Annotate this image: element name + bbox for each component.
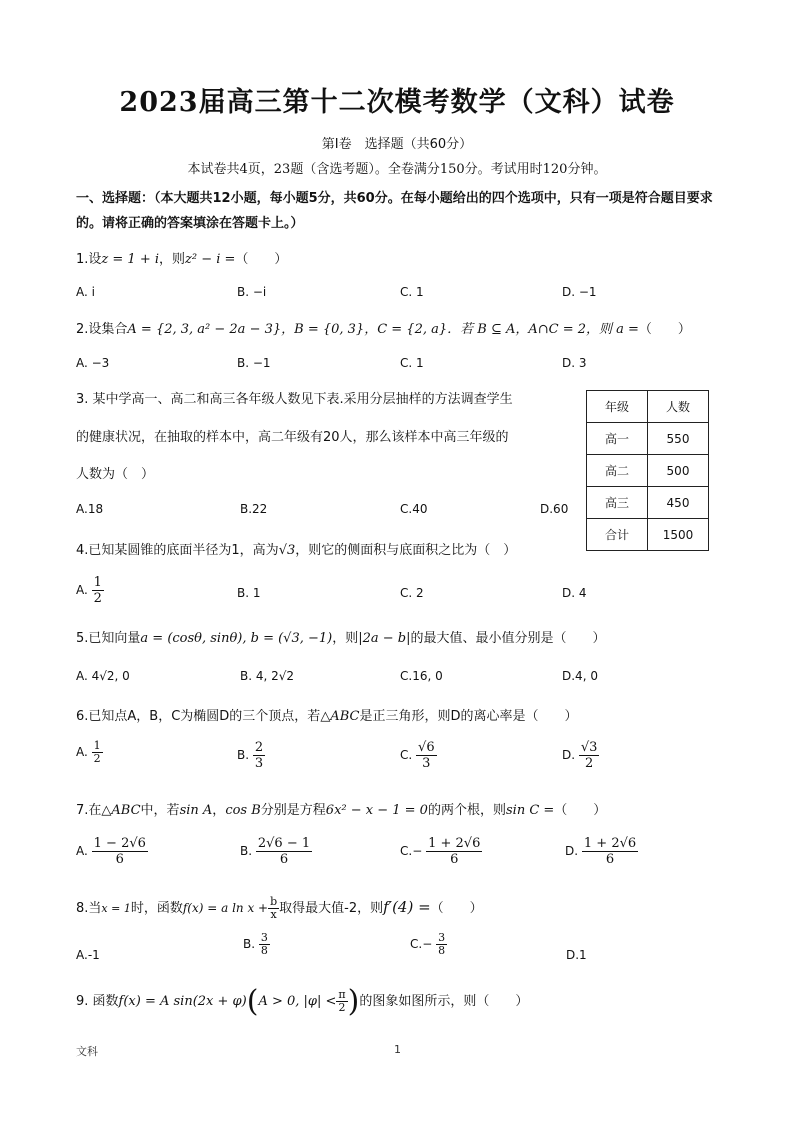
fraction-numerator: 3 bbox=[438, 931, 446, 944]
q5-option-d: D.4, 0 bbox=[562, 669, 598, 683]
question-4 bbox=[76, 539, 516, 558]
q2-option-c: C. 1 bbox=[400, 356, 424, 370]
q3-option-d: D.60 bbox=[540, 502, 569, 516]
q8-option-c bbox=[410, 932, 447, 957]
fraction-denominator: 6 bbox=[115, 852, 124, 867]
table-cell: 高二 bbox=[587, 455, 648, 487]
section-heading: 一、选择题：（本大题共12小题，每小题5分，共60分。在每小题给出的四个选项中，只有一项是符合题目要求的。请将正确的答案填涂在答题卡上。） bbox=[76, 191, 713, 231]
q8-option-b bbox=[243, 932, 270, 957]
left-paren: ( bbox=[246, 984, 259, 1019]
q8-expr-x: x = 1 bbox=[101, 902, 131, 915]
q6-option-c bbox=[400, 740, 437, 771]
table-cell: 500 bbox=[648, 455, 709, 487]
q8-option-d: D.1 bbox=[566, 948, 587, 962]
q5-option-c: C.16, 0 bbox=[400, 669, 443, 683]
q7-tail: （ ） bbox=[554, 803, 607, 818]
question-5 bbox=[76, 627, 606, 646]
footer-subject: 文科 bbox=[76, 1045, 98, 1058]
q8-stem-a: 8.当 bbox=[76, 901, 102, 916]
q5-stem-a: 5.已知向量 bbox=[76, 631, 141, 646]
q3-line-3: 人数为（ ） bbox=[76, 467, 155, 482]
q7-stem-a: 7.在 bbox=[76, 803, 102, 818]
q7-expr-sin: sin A bbox=[179, 803, 213, 818]
table-header-row bbox=[587, 391, 709, 423]
table-header-grade: 年级 bbox=[587, 391, 648, 423]
q1-option-a: A. i bbox=[76, 285, 95, 299]
fraction-numerator: 1 + 2√6 bbox=[583, 836, 637, 851]
fraction-denominator: 8 bbox=[260, 944, 268, 957]
fraction-denominator: 6 bbox=[450, 852, 459, 867]
q5-option-a: A. 4√2, 0 bbox=[76, 669, 130, 683]
q8-stem-b: 时，函数 bbox=[130, 901, 183, 916]
q9-fraction bbox=[336, 989, 347, 1014]
q7-option-a-fraction bbox=[92, 836, 148, 867]
q1-expr: z² − i = bbox=[185, 252, 236, 267]
question-2 bbox=[76, 318, 691, 337]
fraction-numerator: π bbox=[338, 988, 346, 1001]
q2-stem: 2.设集合 bbox=[76, 322, 128, 337]
question-8 bbox=[76, 896, 483, 921]
q4-option-a bbox=[76, 575, 104, 606]
q1-expr-z: z = 1 + i bbox=[101, 252, 159, 267]
q1-stem-a: 1.设 bbox=[76, 252, 102, 267]
option-sign: − bbox=[412, 844, 423, 858]
q1-tail: （ ） bbox=[235, 252, 288, 267]
q7-expr-triangle: △ABC bbox=[101, 803, 141, 818]
fraction-denominator: 6 bbox=[279, 852, 289, 867]
table-cell: 1500 bbox=[648, 519, 709, 551]
q6-option-b-fraction bbox=[253, 740, 265, 771]
q8-option-a: A.-1 bbox=[76, 948, 100, 962]
option-label: D. bbox=[562, 748, 576, 762]
table-row bbox=[587, 519, 709, 551]
page-number: 1 bbox=[394, 1043, 401, 1056]
table-header-count: 人数 bbox=[648, 391, 709, 423]
q6-stem-a: 6.已知点A，B，C为椭圆D的三个顶点，若 bbox=[76, 709, 321, 724]
fraction-numerator: 1 bbox=[93, 575, 102, 590]
fraction-numerator: 1 + 2√6 bbox=[428, 836, 481, 851]
table-row bbox=[587, 487, 709, 519]
question-9 bbox=[76, 984, 528, 1019]
q8-stem-c: 取得最大值-2，则 bbox=[279, 901, 384, 916]
option-label: A. bbox=[76, 745, 88, 759]
fraction-numerator: 1 bbox=[93, 739, 101, 752]
q6-option-d-fraction bbox=[579, 740, 600, 771]
q7-expr-sinC: sin C = bbox=[505, 803, 555, 818]
q9-stem-b: 的图象如图所示，则（ ） bbox=[359, 994, 529, 1009]
q1-option-d: D. −1 bbox=[562, 285, 597, 299]
q7-expr-cos: cos B bbox=[225, 803, 261, 818]
right-paren: ) bbox=[347, 984, 360, 1019]
q6-stem-b: 是正三角形，则D的离心率是（ ） bbox=[359, 709, 578, 724]
q5-option-b: B. 4, 2√2 bbox=[240, 669, 295, 683]
q2-expr: A = {2, 3, a² − 2a − 3}，B = {0, 3}，C = {2, a}．若 B ⊆ A，A∩C = 2，则 a = bbox=[127, 322, 639, 337]
q2-option-a: A. −3 bbox=[76, 356, 110, 370]
q7-option-b bbox=[240, 836, 312, 867]
exam-instructions: 本试卷共4页，23题（含选考题）。全卷满分150分。考试用时120分钟。 bbox=[187, 162, 607, 177]
fraction-numerator: 2 bbox=[254, 740, 264, 755]
fraction-denominator: 3 bbox=[422, 756, 431, 771]
q2-option-d: D. 3 bbox=[562, 356, 587, 370]
q4-option-a-fraction bbox=[92, 575, 104, 606]
q8-expr-function: f(x) = a ln x + bbox=[182, 901, 269, 915]
question-1 bbox=[76, 248, 287, 267]
table-cell: 高三 bbox=[587, 487, 648, 519]
q8-option-b-fraction bbox=[259, 932, 270, 957]
q3-line-1: 3. 某中学高一、高二和高三各年级人数见下表.采用分层抽样的方法调查学生 bbox=[76, 392, 513, 407]
q8-fraction bbox=[268, 896, 279, 921]
q9-expr: f(x) = A sin(2x + φ) bbox=[118, 994, 247, 1009]
fraction-denominator: 8 bbox=[438, 944, 446, 957]
fraction-denominator: 3 bbox=[254, 756, 264, 771]
q4-stem-b: ，则它的侧面积与底面积之比为（ ） bbox=[295, 543, 517, 558]
table-cell: 550 bbox=[648, 423, 709, 455]
fraction-denominator: 2 bbox=[585, 756, 594, 771]
q4-sqrt: √3 bbox=[278, 543, 296, 558]
q4-option-b: B. 1 bbox=[237, 586, 261, 600]
q7-expr-equation: 6x² − x − 1 = 0 bbox=[325, 803, 428, 818]
q6-option-d bbox=[562, 740, 599, 771]
fraction-numerator: √6 bbox=[418, 740, 435, 755]
q2-tail: （ ） bbox=[638, 322, 691, 337]
q7-option-a bbox=[76, 836, 148, 867]
table-row bbox=[587, 423, 709, 455]
question-7 bbox=[76, 799, 606, 818]
q7-stem-c: ， bbox=[212, 803, 226, 818]
q5-stem-b: ，则 bbox=[332, 631, 359, 646]
q9-condition: A > 0, |φ| < bbox=[258, 994, 337, 1009]
q1-option-c: C. 1 bbox=[400, 285, 424, 299]
q8-expr-derivative: f′(4) = bbox=[383, 898, 431, 916]
q7-stem-d: 分别是方程 bbox=[260, 803, 326, 818]
option-label: C. bbox=[400, 748, 413, 762]
q7-option-c bbox=[400, 836, 482, 867]
fraction-numerator: b bbox=[270, 895, 278, 908]
q6-expr: △ABC bbox=[320, 709, 360, 724]
table-cell: 高一 bbox=[587, 423, 648, 455]
q6-option-a-fraction bbox=[92, 740, 103, 765]
q9-stem-a: 9. 函数 bbox=[76, 994, 119, 1009]
fraction-denominator: 2 bbox=[93, 591, 102, 606]
grade-population-table bbox=[586, 390, 709, 551]
q4-option-c: C. 2 bbox=[400, 586, 424, 600]
option-label: C. bbox=[400, 844, 413, 858]
fraction-denominator: 2 bbox=[93, 752, 101, 765]
page-title: 2023届高三第十二次模考数学（文科）试卷 bbox=[119, 87, 675, 118]
option-sign: − bbox=[422, 937, 433, 951]
option-label: B. bbox=[243, 937, 256, 951]
table-cell: 合计 bbox=[587, 519, 648, 551]
q4-option-d: D. 4 bbox=[562, 586, 587, 600]
q1-option-b: B. −i bbox=[237, 285, 267, 299]
fraction-denominator: 2 bbox=[338, 1001, 346, 1014]
q5-expr-2: |2a − b| bbox=[358, 631, 411, 646]
q3-option-b: B.22 bbox=[240, 502, 268, 516]
fraction-denominator: x bbox=[270, 908, 277, 921]
q4-option-a-label: A. bbox=[76, 583, 88, 597]
q7-option-c-fraction bbox=[426, 836, 482, 867]
table-cell: 450 bbox=[648, 487, 709, 519]
q6-option-c-fraction bbox=[416, 740, 437, 771]
fraction-numerator: 3 bbox=[260, 931, 268, 944]
q2-option-b: B. −1 bbox=[237, 356, 271, 370]
q7-option-b-fraction bbox=[256, 836, 312, 867]
q7-stem-b: 中，若 bbox=[140, 803, 180, 818]
option-label: B. bbox=[240, 844, 253, 858]
option-label: A. bbox=[76, 844, 88, 858]
q7-stem-e: 的两个根，则 bbox=[427, 803, 506, 818]
q3-option-c: C.40 bbox=[400, 502, 428, 516]
fraction-numerator: √3 bbox=[580, 740, 598, 755]
fraction-numerator: 2√6 − 1 bbox=[257, 836, 311, 851]
table-row bbox=[587, 455, 709, 487]
q5-stem-c: 的最大值、最小值分别是（ ） bbox=[410, 631, 606, 646]
option-label: B. bbox=[237, 748, 250, 762]
q3-line-2: 的健康状况，在抽取的样本中，高二年级有20人，那么该样本中高三年级的 bbox=[76, 430, 509, 445]
q7-option-d-fraction bbox=[582, 836, 638, 867]
q5-expr: a = (cosθ, sinθ), b = (√3, −1) bbox=[140, 631, 333, 646]
option-label: C. bbox=[410, 937, 423, 951]
q3-option-a: A.18 bbox=[76, 502, 104, 516]
fraction-numerator: 1 − 2√6 bbox=[93, 836, 146, 851]
q6-option-b bbox=[237, 740, 265, 771]
q7-option-d bbox=[565, 836, 638, 867]
q8-tail: （ ） bbox=[430, 901, 483, 916]
question-6 bbox=[76, 705, 577, 724]
q8-option-c-fraction bbox=[436, 932, 447, 957]
q1-stem-mid: ，则 bbox=[159, 252, 186, 267]
q4-stem-a: 4.已知某圆锥的底面半径为1，高为 bbox=[76, 543, 279, 558]
option-label: D. bbox=[565, 844, 579, 858]
fraction-denominator: 6 bbox=[605, 852, 615, 867]
q6-option-a bbox=[76, 740, 103, 765]
part-subtitle: 第Ⅰ卷 选择题（共60分） bbox=[321, 137, 473, 152]
